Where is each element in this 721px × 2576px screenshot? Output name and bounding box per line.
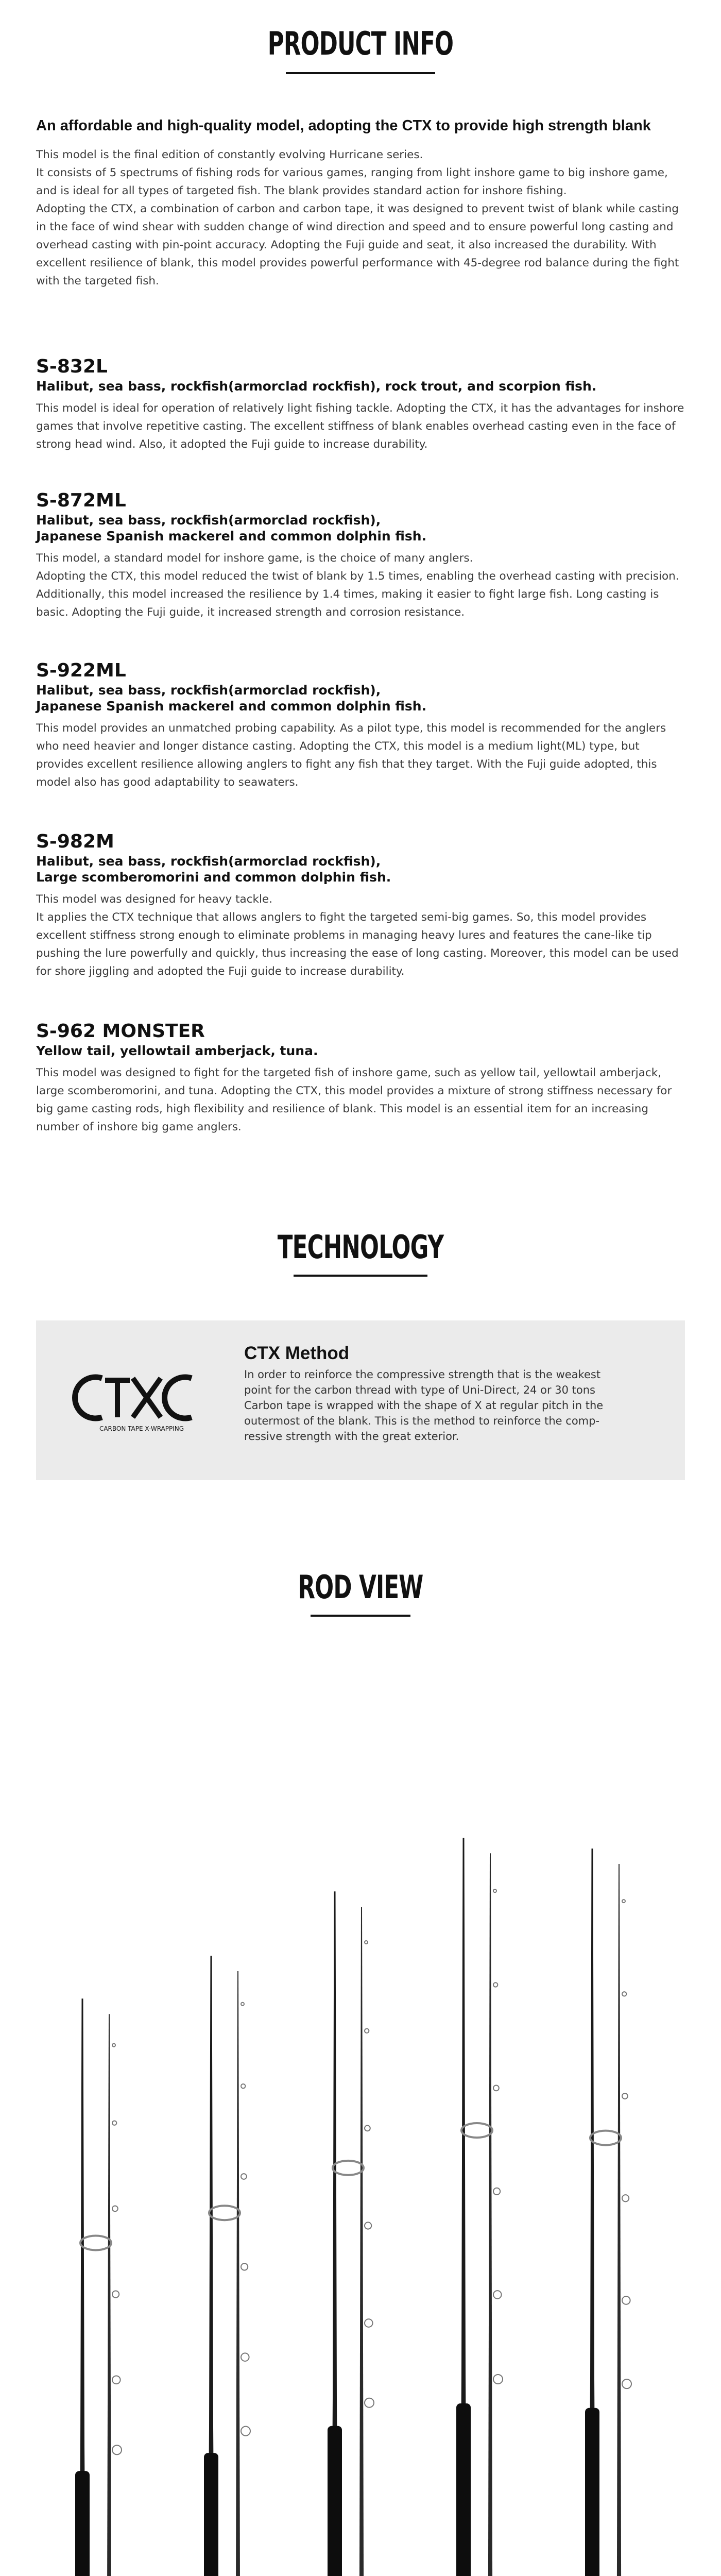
product-headline: An affordable and high-quality model, adopting the CTX to provide high strength blank — [36, 117, 651, 134]
rod-guide — [493, 1982, 497, 1987]
rod-guide — [622, 2296, 630, 2304]
ctx-logo — [72, 1367, 211, 1434]
ctx-method-title: CTX Method — [244, 1343, 350, 1363]
model-description: This model provides an unmatched probing capability. As a pilot type, this model is recommended for the anglers who need heavier and longer distance casting. Adopting the CTX, this model is a medium light(ML) type, but provides excellent resilience allowing anglers to fight any fish that they target. With the Fuji guide adopted, this model also has good adaptability to seawaters. — [36, 722, 666, 789]
rod-fore-grip — [585, 2408, 599, 2576]
rod-guide — [493, 2375, 503, 2384]
rod-guide — [493, 1889, 496, 1892]
product-intro: This model is the final edition of constantly evolving Hurricane series. It consists of 5 spectrums of fishing rods for various games, ranging from light inshore game to big inshore game, and is ideal for all types of targeted fish. The blank provides standard action for inshore fishing. Adopting the CTX, a combination of carbon and carbon tape, it was designed to prevent twist of blank while casting in the face of wind shear with sudden change of wind direction and speed and to ensure powerful long casting and overhead casting with pin-point accuracy. Adopting the Fuji guide and seat, it also increased the durability. With excellent resilience of blank, this model provides powerful performance with 45-degree rod balance during the fight with the targeted fish. — [36, 148, 679, 287]
rod-stripper-guide — [209, 2206, 240, 2220]
rod-guide — [241, 2427, 250, 2436]
rod-guide — [365, 2126, 370, 2131]
rod-fore-grip — [328, 2426, 342, 2576]
rod-fore-grip — [204, 2453, 218, 2576]
model-description: This model is ideal for operation of relatively light fishing tackle. Adopting the CTX, it has the advantages for inshore games that involve repetitive casting. The excellent stiffness of blank enables overhead casting even in the face of strong head wind. Also, it adopted the Fuji guide to increase durability. — [36, 402, 684, 451]
ctx-method-text — [244, 1343, 666, 1444]
rod-guide — [365, 1941, 368, 1944]
technology-title: TECHNOLOGY — [277, 1228, 444, 1266]
rod-guide — [241, 2084, 245, 2088]
rod-tip-section — [235, 1971, 241, 2576]
rod-guide — [112, 2044, 115, 2047]
model-name: S-872ML — [36, 490, 126, 511]
rod-tip-section — [488, 1853, 493, 2576]
rod-guide — [365, 2398, 374, 2408]
model-target-fish: Halibut, sea bass, rockfish(armorclad rockfish), Japanese Spanish mackerel and common dolphin fish. — [36, 513, 427, 544]
rod-view-gallery — [0, 1638, 721, 2576]
rod-guide — [112, 2206, 118, 2212]
rod-fore-grip — [456, 2403, 471, 2576]
model-name: S-962 MONSTER — [36, 1021, 205, 1042]
rod-guide — [365, 2319, 373, 2327]
rod-guide — [622, 2195, 629, 2201]
model-target-fish: Yellow tail, yellowtail amberjack, tuna. — [36, 1043, 318, 1058]
rod-guide — [493, 2086, 499, 2091]
rod-fore-grip — [75, 2471, 90, 2576]
ctx-method-description: In order to reinforce the compressive strength that is the weakest point for the carbon thread with type of Uni-Direct, 24 or 30 tons Carbon tape is wrapped with the shape of X at regular pitch in the outermost of the blank. This is the method to reinforce the comp- ressive strength with the great exterior. — [244, 1368, 604, 1443]
model-s832l — [36, 355, 685, 453]
rod-guide — [622, 2093, 628, 2099]
model-s922ml — [36, 659, 685, 791]
ctx-logo-caption: CARBON TAPE X-WRAPPING — [99, 1425, 184, 1432]
rod-guide — [493, 2188, 500, 2195]
rod-tip-section — [616, 1864, 622, 2576]
rod-guide — [112, 2291, 119, 2297]
rod-guide — [112, 2445, 122, 2454]
rod-guide — [365, 2029, 369, 2033]
model-description: This model was designed for heavy tackle. It applies the CTX technique that allows anglers to fight the targeted semi-big games. So, this model provides excellent stiffness strong enough to eliminate problems in managing heavy lures and features the cane-like tip pushing the lure powerfully and quickly, thus increasing the ease of long casting. Moreover, this model can be used for shore jiggling and adopted the Fuji guide to increase durability. — [36, 893, 679, 978]
model-target-fish: Halibut, sea bass, rockfish(armorclad rockfish), Japanese Spanish mackerel and common dolphin fish. — [36, 683, 427, 714]
rod-stripper-guide — [333, 2161, 364, 2175]
rod-stripper-guide — [80, 2235, 111, 2250]
ctx-logo-graphic — [72, 1367, 211, 1434]
rod-tip-section — [359, 1907, 364, 2576]
rod-guide — [241, 2353, 249, 2361]
rod-guide — [112, 2121, 116, 2125]
model-name: S-832L — [36, 356, 108, 377]
rod-guide — [622, 1900, 625, 1903]
model-target-fish: Halibut, sea bass, rockfish(armorclad rockfish), Large scomberomorini and common dolphin fish. — [36, 854, 391, 885]
rod-view-underline — [311, 1615, 410, 1617]
model-name: S-922ML — [36, 660, 126, 681]
rod-guide — [622, 1992, 626, 1996]
rod-guide — [622, 2379, 631, 2388]
intro-section — [36, 117, 685, 290]
model-description: This model, a standard model for inshore game, is the choice of many anglers. Adopting the CTX, this model reduced the twist of blank by 1.5 times, enabling the overhead casting with precision. Additionally, this model increased the resilience by 1.4 times, making it easier to fight large fish. Long casting is basic. Adopting the Fuji guide, it increased strength and corrosion resistance. — [36, 552, 679, 619]
rod-guide — [241, 2263, 248, 2270]
ctx-method-box — [36, 1320, 685, 1480]
model-s962monster — [36, 1020, 685, 1136]
model-s982m — [36, 831, 685, 980]
rod-guide — [241, 2003, 244, 2006]
rod-tip-section — [107, 2014, 112, 2576]
rod-view-title: ROD VIEW — [298, 1568, 423, 1606]
rod-guide — [365, 2222, 371, 2229]
rod-guide — [241, 2174, 247, 2179]
rod-guide — [493, 2291, 502, 2299]
rod-guide — [112, 2376, 121, 2384]
model-target-fish: Halibut, sea bass, rockfish(armorclad rockfish), rock trout, and scorpion fish. — [36, 379, 597, 394]
rod-stripper-guide — [590, 2131, 621, 2145]
product-info-title: PRODUCT INFO — [267, 25, 454, 62]
product-info-underline — [286, 72, 435, 74]
technology-underline — [294, 1275, 427, 1277]
rod-view-svg — [0, 1638, 721, 2576]
model-name: S-982M — [36, 831, 114, 852]
model-s872ml — [36, 489, 685, 621]
rod-stripper-guide — [461, 2123, 492, 2138]
model-description: This model was designed to fight for the targeted fish of inshore game, such as yellow tail, yellowtail amberjack, large scomberomorini, and tuna. Adopting the CTX, this model provides a mixture of strong stiffness necessary for big game casting rods, high flexibility and resilience of blank. This model is an essential item for an increasing number of inshore big game anglers. — [36, 1066, 672, 1133]
